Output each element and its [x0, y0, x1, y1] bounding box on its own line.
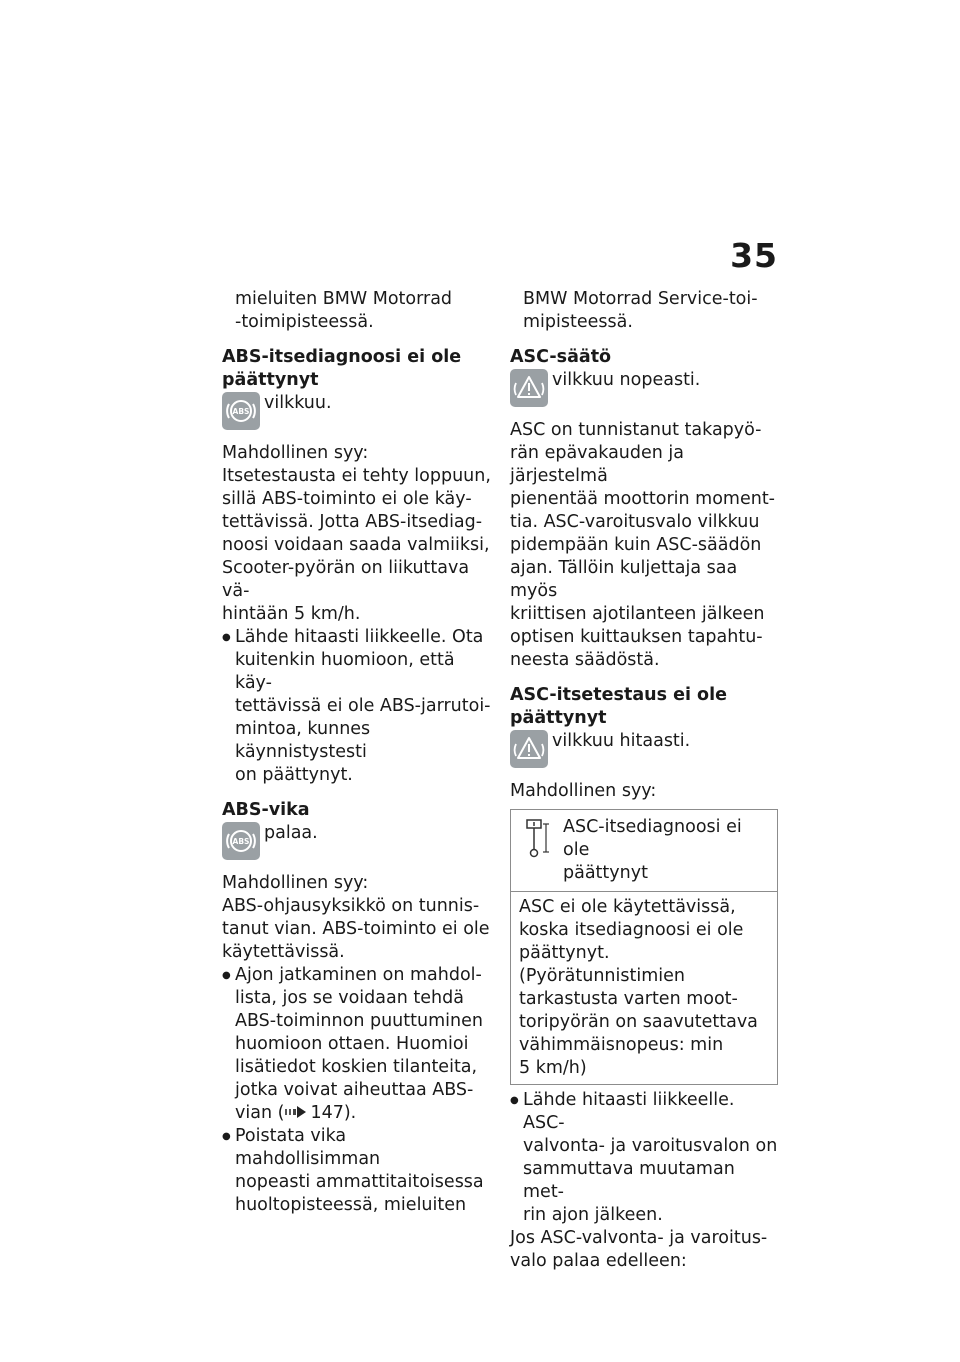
text-line: sammuttava muutaman met-	[523, 1159, 735, 1202]
heading-line: päättynyt	[510, 708, 607, 728]
text-line: Itsetestausta ei tehty loppuun,	[222, 466, 491, 486]
text-line: pidempään kuin ASC-säädön	[510, 535, 762, 555]
indicator-row	[510, 730, 780, 768]
bullet-item	[222, 964, 492, 1125]
text-line: jotka voivat aiheuttaa ABS-	[235, 1080, 474, 1100]
indicator-row	[222, 822, 492, 860]
cause-table-body	[511, 892, 777, 1084]
text-line: mipisteessä.	[523, 312, 633, 332]
heading-line: ABS-itsediagnoosi ei ole	[222, 347, 462, 367]
abs-warning-icon	[222, 822, 260, 860]
text-line: on päättynyt.	[235, 765, 353, 785]
text-line: optisen kuittauksen tapahtu-	[510, 627, 763, 647]
bullet-item	[510, 1089, 780, 1227]
text-line: käytettävissä.	[222, 942, 345, 962]
page-reference[interactable]: 147).	[310, 1103, 357, 1123]
page-number: 35	[730, 236, 778, 275]
table-header-line: päättynyt	[563, 863, 648, 883]
text-line: mintoa, kunnes käynnistystesti	[235, 719, 371, 762]
text-line: Lähde hitaasti liikkeelle. Ota	[235, 627, 484, 647]
text-line: ABS-ohjausyksikkö on tunnis-	[222, 896, 480, 916]
text-line: tettävissä ei ole ABS-jarrutoi-	[235, 696, 491, 716]
text-line: tanut vian. ABS-toiminto ei ole	[222, 919, 490, 939]
text-line: pienentää moottorin moment-	[510, 489, 775, 509]
indicator-row	[222, 392, 492, 430]
text-line: koska itsediagnoosi ei ole	[519, 920, 744, 940]
indicator-state: vilkkuu hitaasti.	[552, 731, 691, 751]
section-heading-abs-selfdiag	[222, 346, 492, 392]
bullet-item	[222, 626, 492, 787]
right-column	[510, 288, 780, 1273]
text-line: sillä ABS-toiminto ei ole käy-	[222, 489, 472, 509]
text-line: Jos ASC-valvonta- ja varoitus-	[510, 1228, 768, 1248]
text-line: ASC on tunnistanut takapyö-	[510, 420, 762, 440]
text-line: nopeasti ammattitaitoisessa	[235, 1172, 484, 1192]
text-line: Lähde hitaasti liikkeelle. ASC-	[523, 1090, 735, 1133]
table-header-line: ASC-itsediagnoosi ei ole	[563, 817, 742, 860]
continued-text	[222, 288, 492, 334]
indicator-row	[510, 369, 780, 407]
text-line: hintään 5 km/h.	[222, 604, 361, 624]
section-heading-asc-control: ASC-säätö	[510, 347, 612, 367]
asc-warning-icon	[510, 369, 548, 407]
text-line: kriittisen ajotilanteen jälkeen	[510, 604, 765, 624]
continued-text	[510, 288, 780, 334]
section-heading-abs-fault: ABS-vika	[222, 800, 310, 820]
text-line: tettävissä. Jotta ABS-itsediag-	[222, 512, 483, 532]
paragraph	[222, 895, 492, 964]
cause-table	[510, 809, 778, 1085]
indicator-state: vilkkuu.	[264, 393, 332, 413]
text-line: Poistata vika mahdollisimman	[235, 1126, 381, 1169]
paragraph	[510, 419, 780, 672]
text-line: BMW Motorrad Service-toi-	[523, 289, 758, 309]
text-line: lista, jos se voidaan tehdä	[235, 988, 464, 1008]
page-reference-arrow-icon	[284, 1105, 310, 1119]
text-line: päättynyt. (Pyörätunnistimien	[519, 943, 685, 986]
section-heading-asc-selftest	[510, 684, 780, 730]
text-line: huomioon ottaen. Huomioi	[235, 1034, 469, 1054]
cause-label: Mahdollinen syy:	[222, 873, 369, 893]
left-column	[222, 288, 492, 1217]
text-line: rin ajon jälkeen.	[523, 1205, 663, 1225]
heading-line: päättynyt	[222, 370, 319, 390]
text-line: ajan. Tällöin kuljettaja saa myös	[510, 558, 738, 601]
text-line: Scooter-pyörän on liikuttava vä-	[222, 558, 470, 601]
text-line: valo palaa edelleen:	[510, 1251, 687, 1271]
text-line: tia. ASC-varoitusvalo vilkkuu	[510, 512, 760, 532]
text-line: tarkastusta varten moot-	[519, 989, 738, 1009]
text-line: -toimipisteessä.	[235, 312, 374, 332]
cause-table-header	[511, 810, 777, 892]
abs-icon-label: ABS	[232, 407, 250, 416]
text-line: vähimmäisnopeus: min	[519, 1035, 724, 1055]
indicator-state: vilkkuu nopeasti.	[552, 370, 701, 390]
cause-label: Mahdollinen syy:	[222, 443, 369, 463]
sensor-test-icon	[519, 816, 555, 860]
abs-warning-icon	[222, 392, 260, 430]
text-line: neesta säädöstä.	[510, 650, 660, 670]
text-line: vian (	[235, 1103, 285, 1123]
text-line: toripyörän on saavutettava	[519, 1012, 758, 1032]
bullet-item	[222, 1125, 492, 1217]
cause-label: Mahdollinen syy:	[510, 781, 657, 801]
text-line: noosi voidaan saada valmiiksi,	[222, 535, 490, 555]
text-line: mieluiten BMW Motorrad	[235, 289, 453, 309]
abs-icon-label: ABS	[232, 837, 250, 846]
text-line: kuitenkin huomioon, että käy-	[235, 650, 455, 693]
text-line: rän epävakauden ja järjestelmä	[510, 443, 685, 486]
indicator-state: palaa.	[264, 823, 318, 843]
text-line: lisätiedot koskien tilanteita,	[235, 1057, 478, 1077]
asc-warning-icon	[510, 730, 548, 768]
text-line: ASC ei ole käytettävissä,	[519, 897, 736, 917]
heading-line: ASC-itsetestaus ei ole	[510, 685, 727, 705]
text-line: 5 km/h)	[519, 1058, 587, 1078]
text-line: huoltopisteessä, mieluiten	[235, 1195, 467, 1215]
text-line: Ajon jatkaminen on mahdol-	[235, 965, 482, 985]
paragraph	[222, 465, 492, 626]
text-line: valvonta- ja varoitusvalon on	[523, 1136, 778, 1156]
paragraph	[510, 1227, 780, 1273]
text-line: ABS-toiminnon puuttuminen	[235, 1011, 483, 1031]
